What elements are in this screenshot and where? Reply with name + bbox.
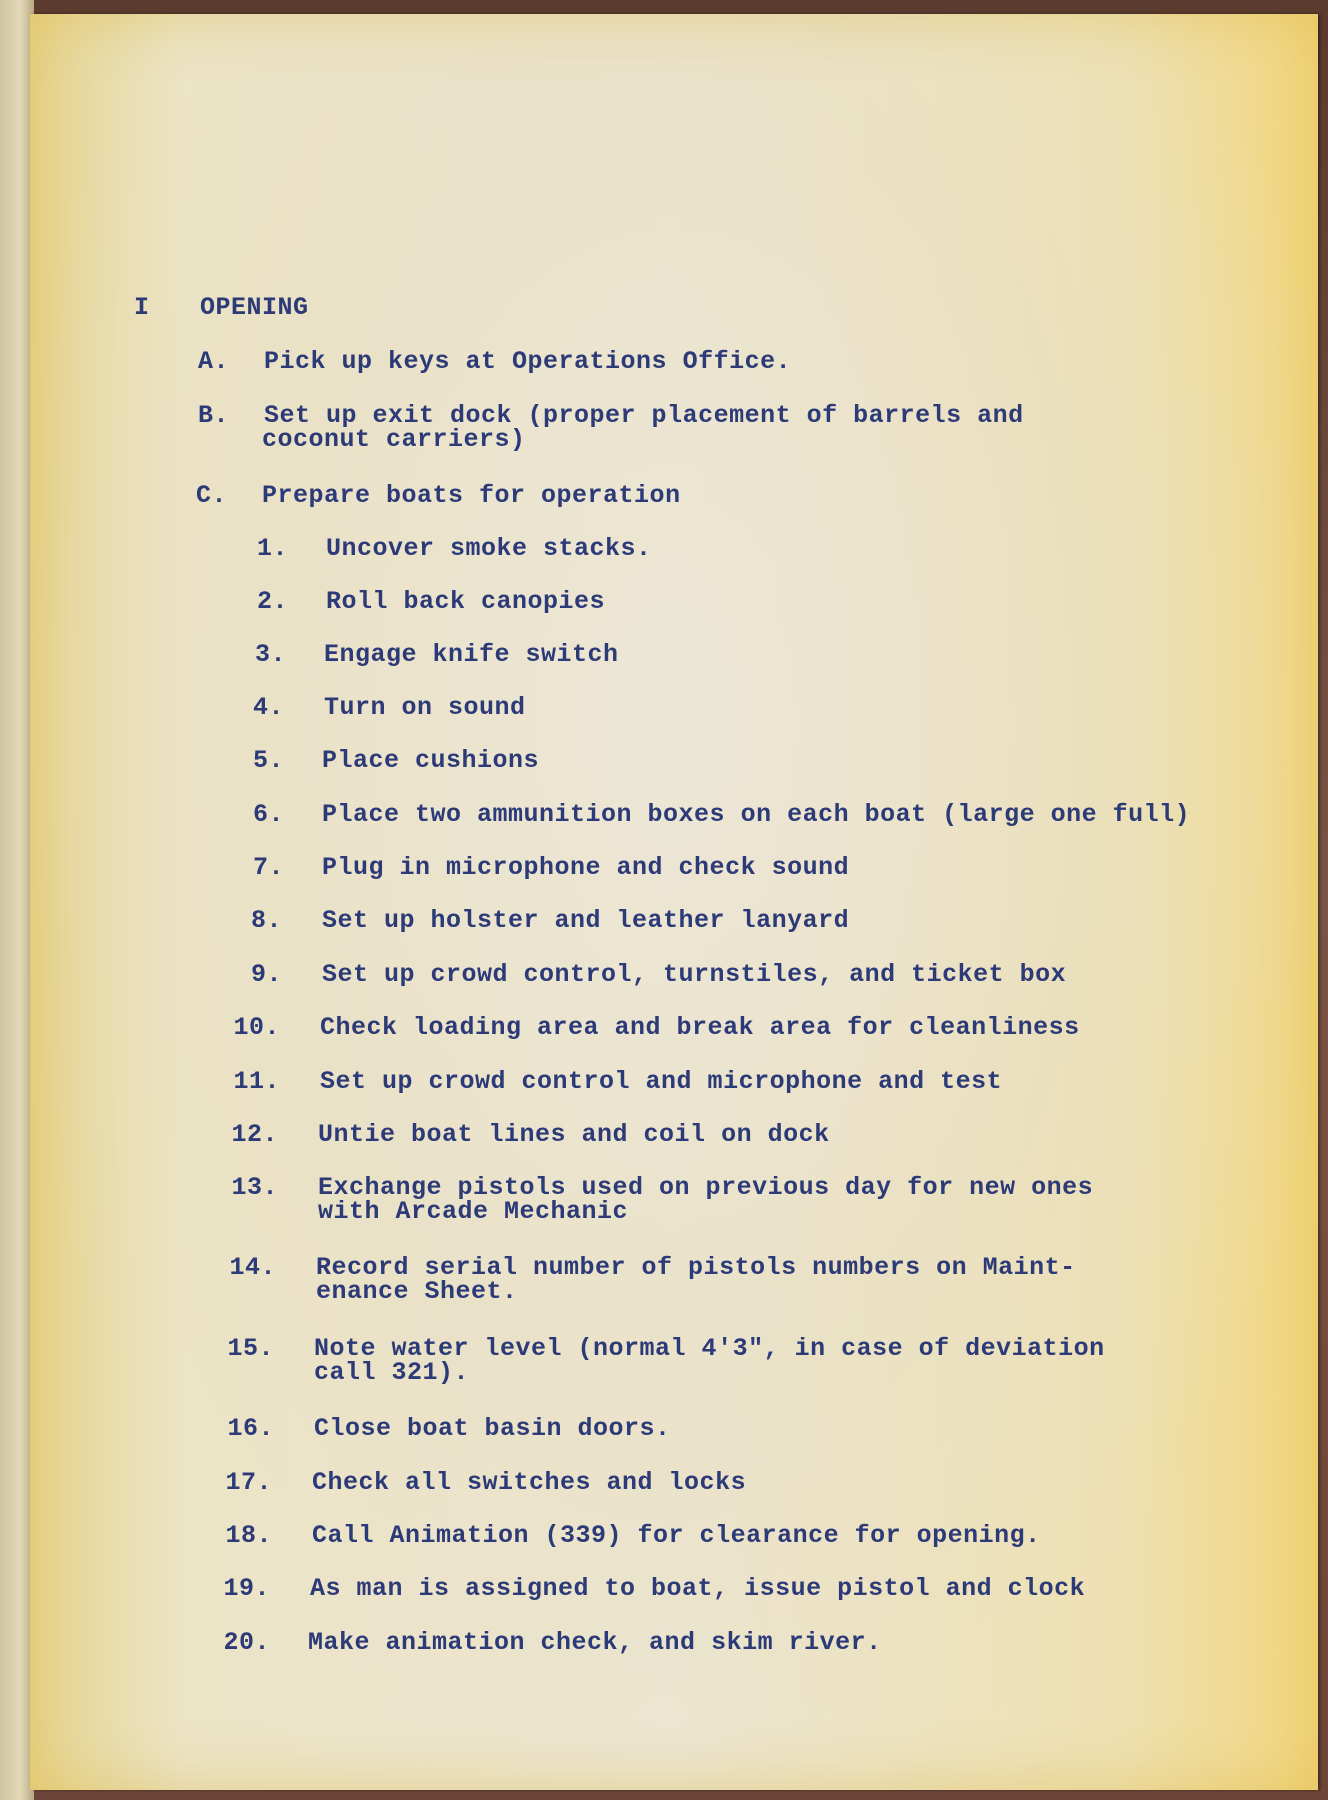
step-text: Engage knife switch: [324, 640, 619, 669]
step-text: Check all switches and locks: [312, 1468, 747, 1497]
step-text: Call Animation (339) for clearance for opening.: [312, 1521, 1041, 1550]
step-number: 17.: [225, 1468, 272, 1497]
step-number: 7.: [252, 853, 284, 882]
step-text-continued: with Arcade Mechanic: [318, 1197, 629, 1226]
step-text: Record serial number of pistols numbers on Maint-: [316, 1253, 1076, 1282]
step-text: Untie boat lines and coil on dock: [318, 1120, 830, 1149]
step-number: 16.: [227, 1414, 274, 1443]
step-text: Exchange pistols used on previous day for new ones: [318, 1173, 1094, 1202]
step-text: Place two ammunition boxes on each boat (large one full): [322, 800, 1191, 829]
paper-sheet: [30, 14, 1318, 1790]
step-number: 13.: [231, 1173, 278, 1202]
step-number: 19.: [223, 1574, 270, 1603]
step-text: Check loading area and break area for cleanliness: [320, 1013, 1080, 1042]
step-number: 2.: [256, 587, 288, 616]
step-number: 20.: [223, 1628, 270, 1657]
step-text: Set up crowd control and microphone and test: [320, 1067, 1003, 1096]
item-label: C.: [196, 481, 228, 510]
item-label: A.: [198, 347, 230, 376]
step-number: 6.: [252, 800, 284, 829]
step-text-continued: call 321).: [314, 1358, 470, 1387]
step-text-continued: enance Sheet.: [316, 1277, 518, 1306]
step-number: 1.: [256, 534, 288, 563]
step-number: 12.: [231, 1120, 278, 1149]
section-title: OPENING: [200, 293, 309, 322]
step-number: 11.: [233, 1067, 280, 1096]
step-number: 15.: [227, 1334, 274, 1363]
facing-page-edge: [0, 0, 34, 1800]
step-number: 4.: [252, 693, 284, 722]
step-text: Turn on sound: [324, 693, 526, 722]
section-numeral: I: [134, 293, 150, 322]
step-text: Make animation check, and skim river.: [308, 1628, 882, 1657]
step-text: Roll back canopies: [326, 587, 606, 616]
item-label: B.: [198, 401, 230, 430]
step-text: Set up holster and leather lanyard: [322, 906, 850, 935]
step-text: Set up crowd control, turnstiles, and ticket box: [322, 960, 1067, 989]
step-number: 10.: [233, 1013, 280, 1042]
step-number: 8.: [250, 906, 282, 935]
item-text: Set up exit dock (proper placement of barrels and: [264, 401, 1024, 430]
step-text: Note water level (normal 4'3", in case of deviation: [314, 1334, 1105, 1363]
step-text: Plug in microphone and check sound: [322, 853, 850, 882]
step-number: 3.: [254, 640, 286, 669]
step-text: Close boat basin doors.: [314, 1414, 671, 1443]
step-text: As man is assigned to boat, issue pistol and clock: [310, 1574, 1086, 1603]
step-number: 18.: [225, 1521, 272, 1550]
item-text: Prepare boats for operation: [262, 481, 681, 510]
step-number: 14.: [229, 1253, 276, 1282]
item-text: Pick up keys at Operations Office.: [264, 347, 792, 376]
step-text: Place cushions: [322, 746, 540, 775]
item-text-continued: coconut carriers): [262, 425, 526, 454]
step-number: 5.: [252, 746, 284, 775]
step-number: 9.: [250, 960, 282, 989]
document-body: [30, 14, 1318, 1790]
step-text: Uncover smoke stacks.: [326, 534, 652, 563]
